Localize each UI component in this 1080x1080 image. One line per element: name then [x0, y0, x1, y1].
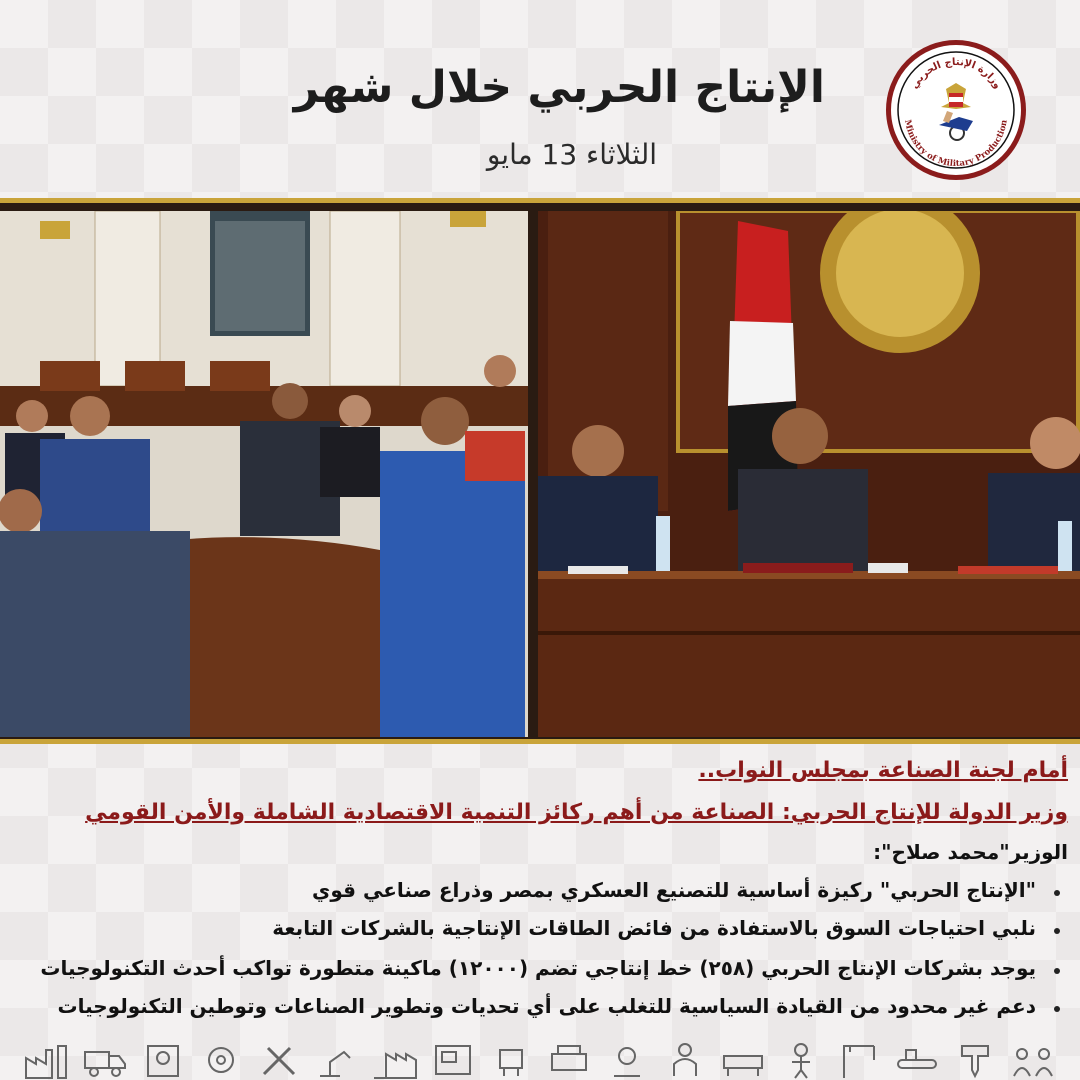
lathe-icon	[720, 1040, 766, 1080]
page-title: الإنتاج الحربي خلال شهر	[293, 62, 825, 113]
bullet-icon	[1054, 928, 1060, 934]
bullet-item: "الإنتاج الحربي" ركيزة أساسية للتصنيع العسكري بمصر وذراع صناعي قوي	[312, 878, 1036, 902]
heading-committee: أمام لجنة الصناعة بمجلس النواب..	[698, 758, 1068, 783]
header	[0, 0, 1080, 200]
factory-icon	[24, 1040, 70, 1080]
welding-icon	[604, 1040, 650, 1080]
engineer-icon	[778, 1040, 824, 1080]
drill-icon	[952, 1040, 998, 1080]
photo-strip	[0, 198, 1080, 744]
truck-icon	[82, 1040, 128, 1080]
footer-icon-strip	[0, 1036, 1080, 1080]
worker-icon	[662, 1040, 708, 1080]
conveyor-icon	[894, 1040, 940, 1080]
minister-name-line: الوزير"محمد صلاح":	[873, 840, 1068, 864]
bullet-icon	[1054, 968, 1060, 974]
heading-minister-statement: وزير الدولة للإنتاج الحربي: الصناعة من أهم ركائز التنمية الاقتصادية الشاملة والأمن القومي	[85, 800, 1068, 825]
cnc-icon	[430, 1040, 476, 1080]
machine-icon	[140, 1040, 186, 1080]
logo-text-english: Ministry of Military Production	[902, 118, 1010, 170]
right-photo	[538, 211, 1080, 737]
printer-icon	[546, 1040, 592, 1080]
bullet-item: دعم غير محدود من القيادة السياسية للتغلب على أي تحديات وتطوير الصناعات وتوطين التكنولوجيات	[57, 994, 1036, 1018]
bullet-icon	[1054, 890, 1060, 896]
crane-icon	[836, 1040, 882, 1080]
meeting-photo-icon	[0, 211, 528, 737]
logo-seal-icon	[891, 45, 1021, 175]
team-icon	[1010, 1040, 1056, 1080]
gear-icon	[198, 1040, 244, 1080]
bullet-item: يوجد بشركات الإنتاج الحربي (٢٥٨) خط إنتاجي تضم (١٢٠٠٠) ماكينة متطورة تواكب أحدث التكنولوجيات	[40, 956, 1036, 980]
plant-icon	[372, 1040, 418, 1080]
tools-icon	[256, 1040, 302, 1080]
logo-text-arabic: وزارة الإنتاج الحربي	[909, 56, 1003, 91]
bullet-item: نلبي احتياجات السوق بالاستفادة من فائض الطاقات الإنتاجية بالشركات التابعة	[272, 916, 1036, 940]
ministry-logo	[886, 40, 1026, 180]
robot-arm-icon	[314, 1040, 360, 1080]
date-label: الثلاثاء 13 مايو	[486, 138, 657, 171]
robot-icon	[488, 1040, 534, 1080]
bullet-icon	[1054, 1006, 1060, 1012]
meeting-photo-icon	[538, 211, 1080, 737]
news-content	[0, 748, 1080, 1038]
left-photo	[0, 211, 528, 737]
